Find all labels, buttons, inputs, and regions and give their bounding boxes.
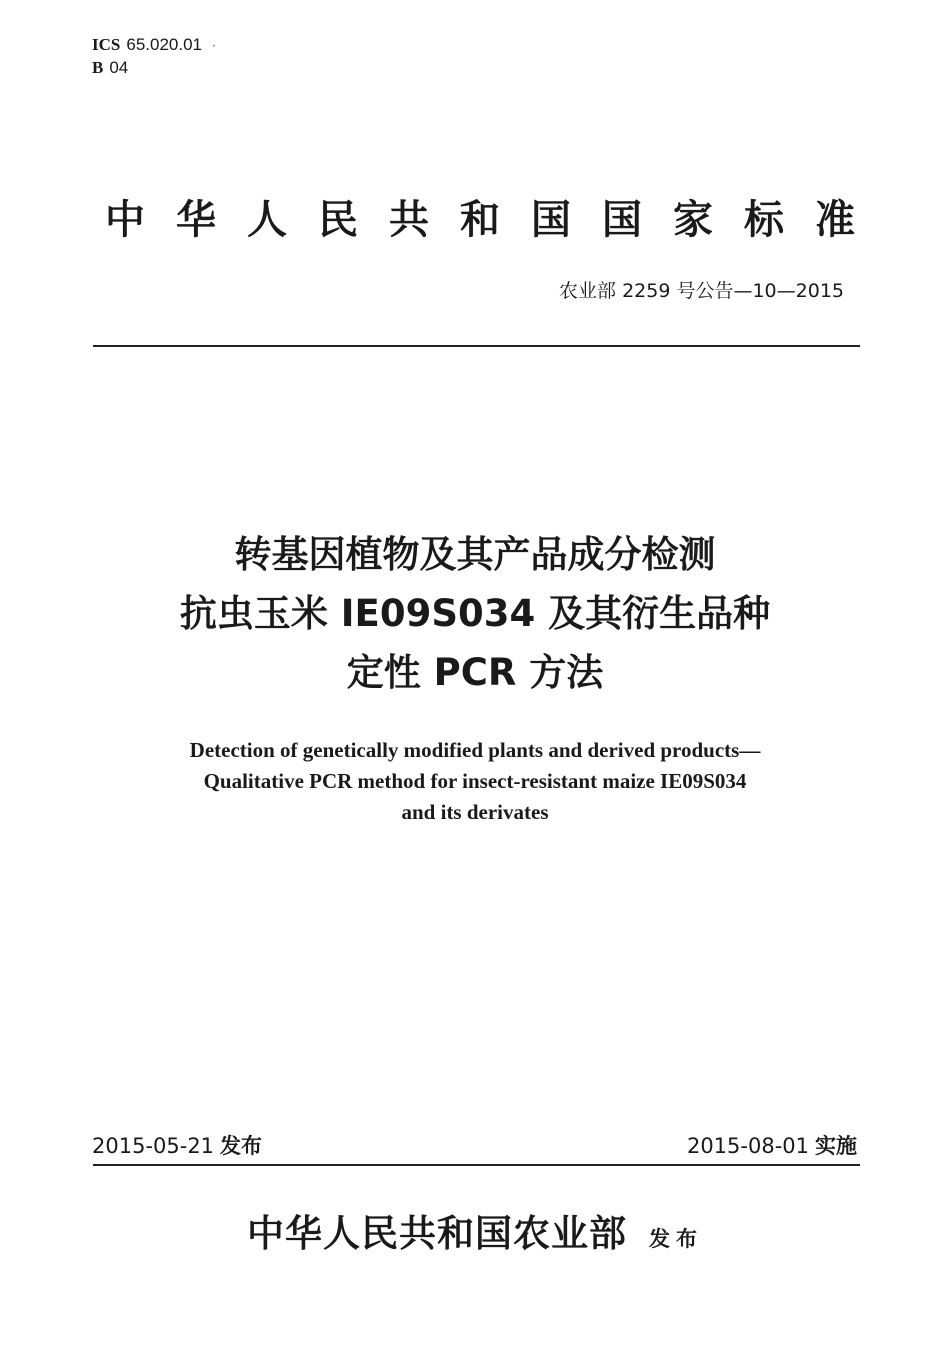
standard-number: 农业部 2259 号公告—10—2015 bbox=[559, 280, 844, 302]
ics-code-row bbox=[92, 34, 216, 57]
publisher bbox=[0, 1203, 950, 1257]
publisher-org: 中华人民共和国农业部 bbox=[247, 1211, 627, 1255]
implementation-date-value: 2015-08-01 bbox=[686, 1134, 809, 1158]
publisher-action: 发布 bbox=[649, 1227, 703, 1251]
issue-date bbox=[92, 1130, 262, 1160]
english-title-line-1: Detection of genetically modified plants and derived products— bbox=[189, 738, 761, 762]
english-title bbox=[0, 735, 950, 828]
chinese-title-line-1: 转基因植物及其产品成分检测 bbox=[234, 533, 716, 576]
chinese-title-line-2: 抗虫玉米 IE09S034 及其衍生品种 bbox=[179, 592, 771, 635]
national-standard-title: 中华人民共和国国家标准 bbox=[105, 197, 886, 243]
english-title-line-2: Qualitative PCR method for insect-resistant maize IE09S034 bbox=[203, 769, 747, 793]
classification-codes bbox=[92, 34, 216, 79]
chinese-title bbox=[0, 525, 950, 702]
bottom-divider bbox=[93, 1164, 860, 1166]
issue-date-value: 2015-05-21 bbox=[92, 1134, 215, 1158]
ics-code: 65.020.01 bbox=[126, 35, 202, 54]
class-code: 04 bbox=[109, 58, 129, 77]
class-label: B bbox=[92, 58, 104, 77]
english-title-line-3: and its derivates bbox=[401, 800, 549, 824]
issue-label: 发布 bbox=[220, 1134, 263, 1158]
ics-label: ICS bbox=[92, 35, 121, 54]
dot-mark: · bbox=[212, 39, 216, 53]
implementation-date bbox=[687, 1130, 857, 1160]
class-code-row bbox=[92, 57, 216, 79]
implementation-label: 实施 bbox=[815, 1134, 857, 1158]
chinese-title-line-3: 定性 PCR 方法 bbox=[346, 651, 604, 694]
top-divider bbox=[93, 345, 860, 347]
